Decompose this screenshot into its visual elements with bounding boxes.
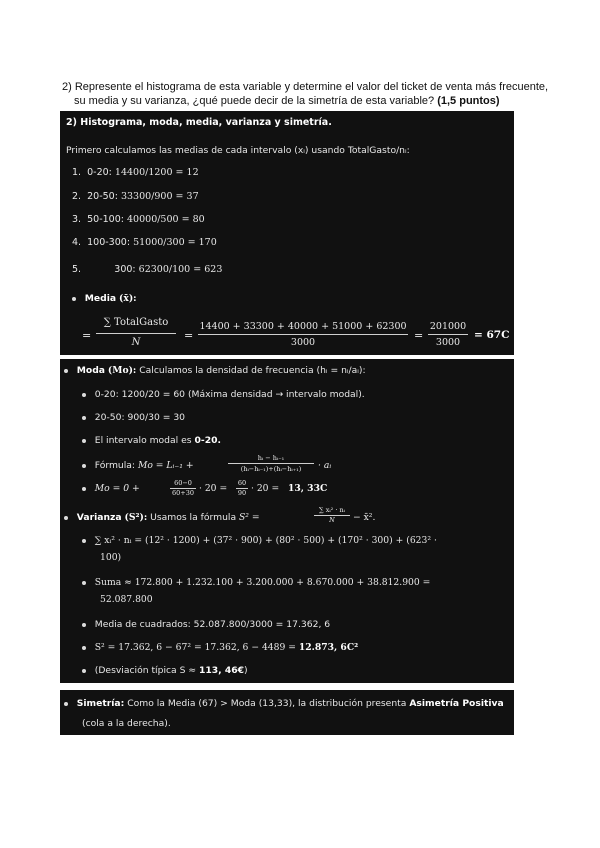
list-item: 1. 0-20: 14400/1200 = 12 (72, 167, 199, 178)
bullet-icon (82, 416, 86, 420)
question-points: (1,5 puntos) (437, 95, 500, 107)
list-item: 4. 100-300: 51000/300 = 170 (72, 237, 217, 248)
question-line-2: su media y su varianza, ¿qué puede decir de la simetría de esta variable? (74, 95, 435, 107)
bullet-icon (82, 439, 86, 443)
list-item: 0-20: 1200/20 = 60 (Máxima densidad → intervalo modal). (82, 389, 365, 400)
fraction-denominator: 90 (237, 489, 247, 497)
bullet-icon (82, 646, 86, 650)
media-cuadrados-row: Media de cuadrados: 52.087.800/3000 = 17.362, 6 (82, 619, 330, 630)
bullet-icon (82, 393, 86, 397)
media-label: Media (84, 293, 117, 304)
mo-mid: · 20 = (199, 483, 228, 494)
fraction-denominator: (hᵢ−hᵢ₋₁)+(hᵢ−hᵢ₊₁) (240, 465, 302, 473)
s2-row: S² = 17.362, 6 − 67² = 17.362, 6 − 4489 = 12.873, 6C² (82, 642, 358, 653)
question-line-1: 2) Represente el histograma de esta variable y determine el valor del ticket de venta más frecuente, (62, 81, 549, 93)
list-item: El intervalo modal es 0-20. (82, 435, 221, 446)
fraction-numerator: ∑ TotalGasto (103, 317, 169, 328)
mo-calc-row: Mo = 0 + (82, 483, 140, 494)
moda-result: 13, 33C (288, 483, 328, 494)
moda-label: Moda (76, 365, 105, 376)
moda-row: Moda (Mo): Calculamos la densidad de frecuencia (hᵢ = nᵢ/aᵢ): (64, 365, 366, 376)
list-item: 20-50: 900/30 = 30 (82, 412, 185, 423)
sum-row-continuation: 100) (100, 552, 122, 563)
answer-panel-means: 2) Histograma, moda, media, varianza y simetría. Primero calculamos las medias de cada intervalo (xᵢ) usando TotalGasto/nᵢ: 1. 0-20: 14400/1200 = 12 2. 20-50: 33300/900 = 37 3. 50-100: 40000/500 = 80 4. 100-300: 51000/300 = 170 5. 300: 62300/100 = 623 Media (x̄): = ∑ TotalGasto N = 14400 + 33300 + 40000 + 51000 + 62300 3000 = 201000 3000 = 67C (60, 111, 514, 355)
fraction-denominator: 60+30 (172, 489, 194, 497)
media-symbol: (x̄): (119, 293, 137, 304)
suma-row-continuation: 52.087.800 (100, 594, 153, 605)
fraction-denominator: 3000 (290, 337, 316, 348)
desviacion-row: (Desviación típica S ≈ 113, 46€) (82, 665, 248, 676)
mo-tail: · 20 = (251, 483, 280, 494)
bullet-icon (64, 369, 68, 373)
fraction-denominator: 3000 (435, 337, 461, 348)
intro-text: Primero calculamos las medias de cada intervalo (xᵢ) usando TotalGasto/nᵢ: (66, 145, 410, 156)
panel-heading: 2) Histograma, moda, media, varianza y simetría. (66, 117, 332, 128)
fraction-numerator: hᵢ − hᵢ₋₁ (257, 454, 285, 462)
suma-row: Suma ≈ 172.800 + 1.232.100 + 3.200.000 + 8.670.000 + 38.812.900 = (82, 577, 430, 588)
bullet-icon (82, 669, 86, 673)
question-text (62, 80, 552, 108)
bullet-icon (82, 623, 86, 627)
list-item: 3. 50-100: 40000/500 = 80 (72, 214, 205, 225)
bullet-icon (82, 539, 86, 543)
varianza-formula-tail: − x̄². (353, 512, 376, 523)
bullet-icon (82, 581, 86, 585)
media-result: = 67C (474, 329, 510, 341)
fraction-numerator: 201000 (429, 321, 467, 332)
bullet-icon (72, 297, 76, 301)
list-item: 2. 20-50: 33300/900 = 37 (72, 191, 199, 202)
bullet-icon (64, 516, 68, 520)
answer-panel-moda-varianza (60, 359, 514, 683)
fraction-denominator: N (131, 337, 141, 348)
answer-panel-simetria (60, 690, 514, 735)
formula-tail: · aᵢ (318, 460, 332, 471)
bullet-icon (82, 464, 86, 468)
fraction-numerator: 60−0 (174, 479, 192, 487)
simetria-continuation: (cola a la derecha). (82, 718, 171, 729)
fraction-denominator: N (329, 516, 335, 524)
equals-sign: = (82, 329, 92, 342)
varianza-row: Varianza (S²): Usamos la fórmula S² = (64, 512, 260, 523)
sum-row: ∑ xᵢ² · nᵢ = (12² · 1200) + (37² · 900) + (80² · 500) + (170² · 300) + (623² · (82, 535, 437, 546)
formula-row: Fórmula: Mo = Lᵢ₋₁ + (82, 460, 194, 471)
fraction-numerator: 14400 + 33300 + 40000 + 51000 + 62300 (199, 321, 407, 332)
bullet-icon (64, 702, 68, 706)
simetria-row: Simetría: Como la Media (67) > Moda (13,33), la distribución presenta Asimetría Positiva (64, 698, 504, 709)
bullet-icon (82, 487, 86, 491)
list-item: 5. 300: 62300/100 = 623 (72, 264, 223, 275)
fraction-numerator: ∑ xᵢ² · nᵢ (319, 506, 345, 514)
media-row (72, 293, 137, 304)
fraction-numerator: 60 (237, 479, 247, 487)
